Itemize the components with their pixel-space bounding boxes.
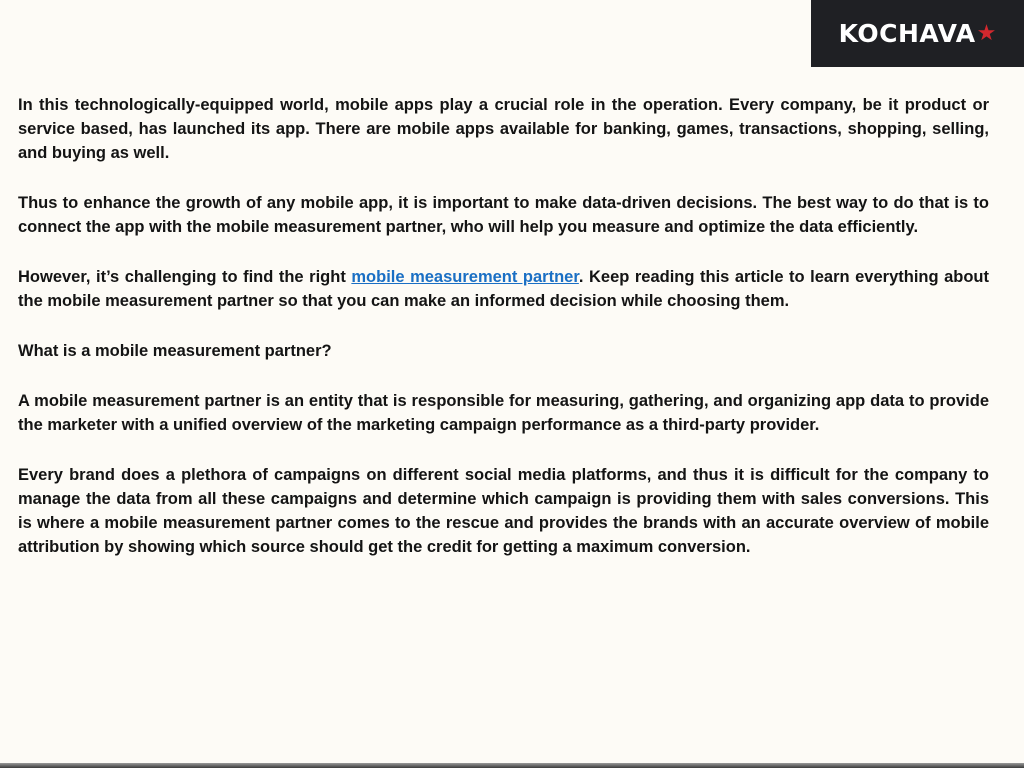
paragraph-challenge-after: . Keep reading this article to learn everything about the mobile measurement partner so that you can make an informed decision while choosing them. bbox=[18, 268, 990, 310]
section-heading: What is a mobile measurement partner? bbox=[18, 342, 332, 360]
mobile-measurement-partner-link[interactable]: mobile measurement partner bbox=[351, 268, 579, 286]
paragraph-challenge-before: However, it’s challenging to find the right bbox=[18, 268, 352, 286]
kochava-logo bbox=[811, 0, 1024, 67]
paragraph-intro: In this technologically-equipped world, mobile apps play a crucial role in the operation. Every company, be it product or service based, has launched its app. There are mobile apps available for banking, games, transactions, shopping, selling, and buying as well. bbox=[18, 96, 989, 162]
paragraph-definition: A mobile measurement partner is an entity that is responsible for measuring, gathering, and organizing app data to provide the marketer with a unified overview of the marketing campaign performance as a third-party provider. bbox=[18, 392, 989, 434]
paragraph-data-driven: Thus to enhance the growth of any mobile app, it is important to make data-driven decisions. The best way to do that is to connect the app with the mobile measurement partner, who will help you measure and optimize the data efficiently. bbox=[18, 194, 989, 236]
star-icon: ★ bbox=[976, 19, 997, 45]
logo-text: KOCHAVA bbox=[838, 19, 976, 48]
paragraph-challenge bbox=[18, 265, 989, 313]
article-body bbox=[18, 93, 989, 559]
paragraph-campaigns: Every brand does a plethora of campaigns on different social media platforms, and thus it is difficult for the company to manage the data from all these campaigns and determine which campaign is providing them with sales conversions. This is where a mobile measurement partner comes to the rescue and provides the brands with an accurate overview of mobile attribution by showing which source should get the credit for getting a maximum conversion. bbox=[18, 466, 989, 556]
bottom-divider bbox=[0, 763, 1024, 768]
